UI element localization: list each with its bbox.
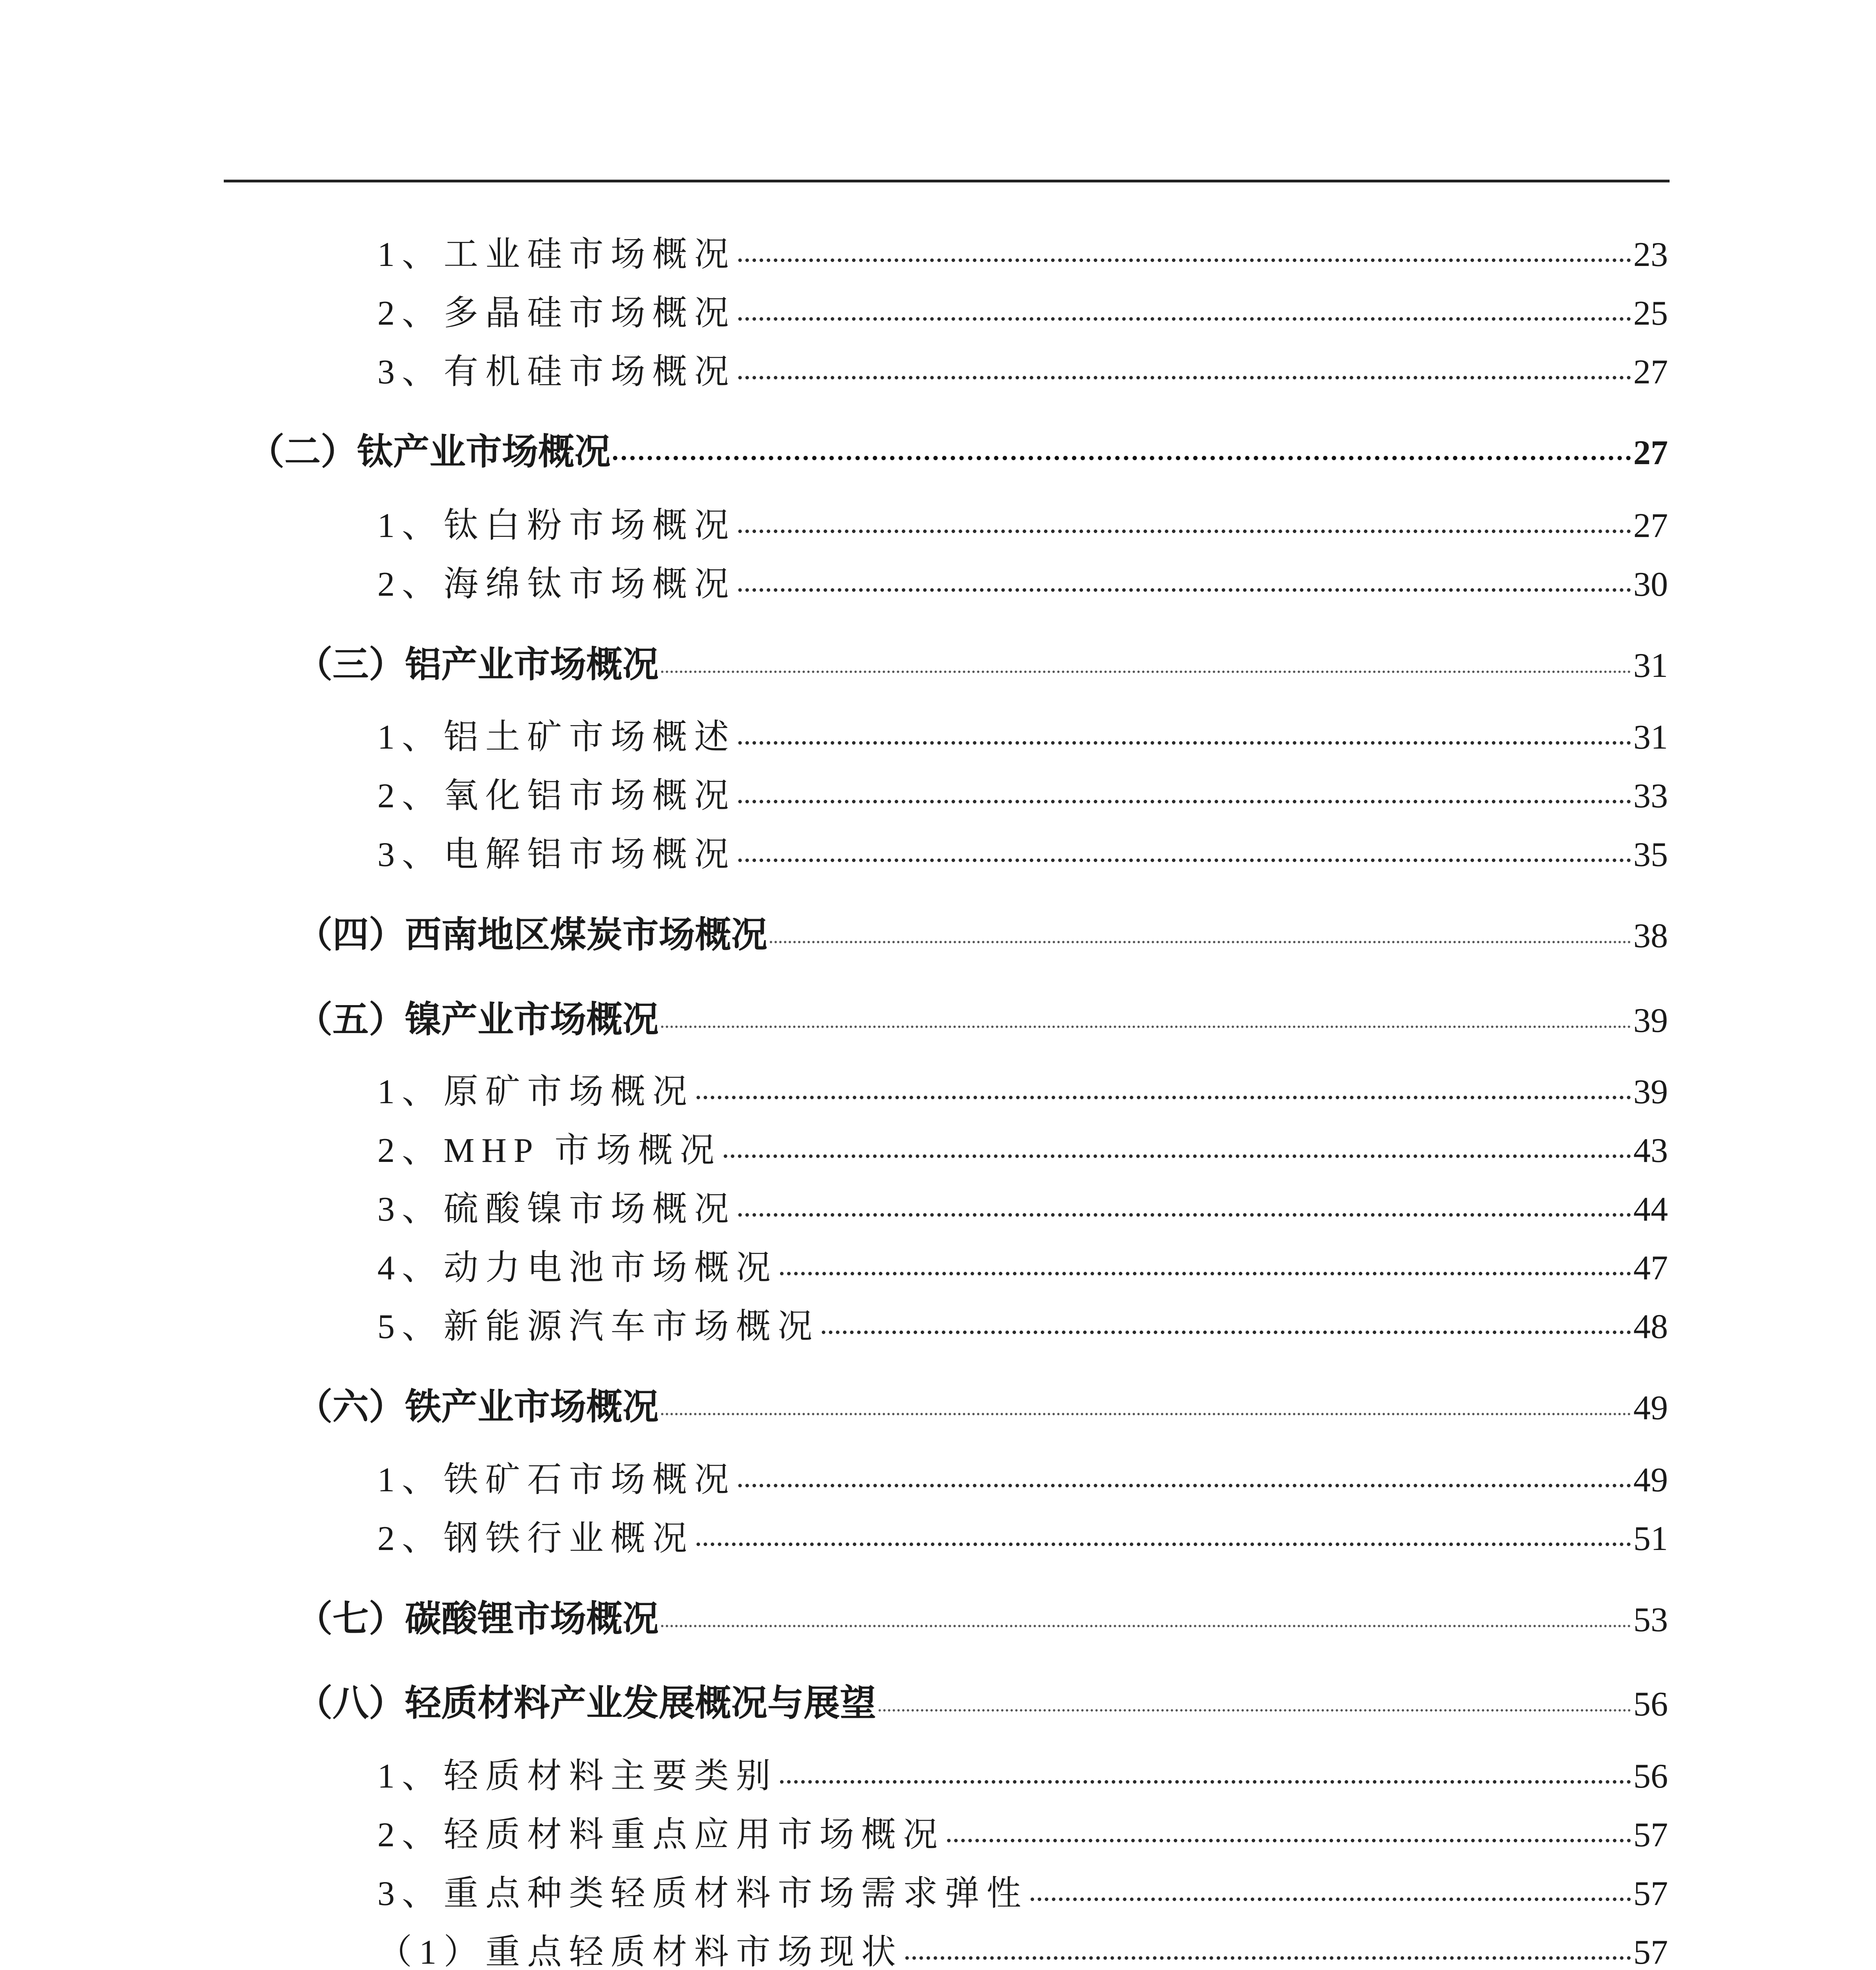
toc-section-entry[interactable] [296,991,1668,1041]
toc-entry-label: 3、有机硅市场概况 [377,353,736,391]
toc-entry-label: 4、动力电池市场概况 [377,1249,778,1287]
toc-subentry-label: （1）重点轻质材料市场现状 [377,1933,903,1970]
toc-section-entry[interactable] [296,1674,1668,1724]
toc-dot-leader [738,741,1631,745]
toc-entry-page: 23 [1633,236,1668,274]
toc-entry[interactable] [377,344,1668,391]
toc-entry[interactable] [377,1511,1668,1558]
toc-dot-leader [780,1780,1631,1784]
toc-entry-label: 2、多晶硅市场概况 [377,294,736,333]
toc-section-page: 56 [1633,1685,1668,1723]
toc-entry-page: 35 [1633,836,1668,874]
toc-dot-leader [738,317,1631,321]
toc-subentry[interactable] [377,1924,1668,1970]
toc-entry-label: 3、硫酸镍市场概况 [377,1190,736,1228]
toc-entry-page: 25 [1633,294,1668,333]
toc-entry-page: 56 [1633,1757,1668,1795]
toc-dot-leader [738,1484,1631,1487]
toc-entry[interactable] [377,285,1668,333]
toc-entry-page: 49 [1633,1461,1668,1499]
toc-entry[interactable] [377,827,1668,874]
toc-dot-leader [738,530,1631,533]
toc-dot-leader [879,1709,1631,1712]
toc-entry[interactable] [377,498,1668,545]
toc-entry-page: 47 [1633,1249,1668,1287]
toc-entry[interactable] [377,1748,1668,1795]
toc-dot-leader [738,258,1631,262]
toc-section-page: 27 [1633,434,1668,472]
toc-entry[interactable] [377,1452,1668,1499]
toc-entry-page: 57 [1633,1875,1668,1913]
toc-entry-label: 3、电解铝市场概况 [377,836,736,874]
toc-dot-leader [661,1625,1631,1627]
toc-section-entry[interactable] [296,1590,1668,1640]
toc-dot-leader [780,1272,1631,1275]
toc-section-entry[interactable] [296,906,1668,956]
toc-dot-leader [738,376,1631,379]
toc-entry-page: 57 [1633,1816,1668,1854]
toc-entry-label: 1、钛白粉市场概况 [377,507,736,545]
toc-entry-page: 33 [1633,777,1668,815]
toc-entry-label: 1、铁矿石市场概况 [377,1461,736,1499]
toc-entry-page: 27 [1633,353,1668,391]
toc-dot-leader [738,800,1631,803]
toc-section-page: 49 [1633,1389,1668,1427]
toc-entry-label: 2、氧化铝市场概况 [377,777,736,815]
toc-entry[interactable] [377,709,1668,756]
toc-dot-leader [905,1956,1631,1960]
toc-dot-leader [697,1543,1631,1546]
toc-dot-leader [738,588,1631,592]
toc-dot-leader [661,1026,1631,1028]
toc-entry-page: 48 [1633,1308,1668,1346]
toc-dot-leader [1031,1898,1631,1901]
toc-entry[interactable] [377,1240,1668,1287]
toc-entry[interactable] [377,1123,1668,1170]
toc-entry-page: 44 [1633,1190,1668,1228]
toc-section-label: （八）轻质材料产业发展概况与展望 [296,1682,877,1724]
toc-section-label: （三）铝产业市场概况 [296,643,659,686]
toc-entry-page: 27 [1633,507,1668,545]
toc-section-page: 38 [1633,917,1668,955]
toc-entry-label: 2、钢铁行业概况 [377,1520,695,1558]
toc-section-entry[interactable] [248,423,1668,473]
toc-section-page: 39 [1633,1002,1668,1040]
toc-entry-page: 39 [1633,1073,1668,1111]
toc-entry[interactable] [377,1299,1668,1346]
toc-entry[interactable] [377,768,1668,815]
toc-dot-leader [738,859,1631,862]
toc-entry-page: 30 [1633,565,1668,604]
toc-entry-label: 1、工业硅市场概况 [377,236,736,274]
toc-dot-leader [822,1331,1631,1334]
toc-subentry-page: 57 [1633,1933,1668,1970]
toc-dot-leader [661,1413,1631,1415]
toc-entry-page: 43 [1633,1132,1668,1170]
toc-section-label: （七）碳酸锂市场概况 [296,1598,659,1640]
toc-dot-leader [724,1154,1631,1158]
toc-dot-leader [770,941,1631,943]
toc-entry[interactable] [377,1064,1668,1111]
toc-entry[interactable] [377,556,1668,604]
toc-entry-label: 2、轻质材料重点应用市场概况 [377,1816,945,1854]
toc-entry-label: 1、原矿市场概况 [377,1073,695,1111]
toc-entry-label: 2、海绵钛市场概况 [377,565,736,604]
toc-section-label: （二）钛产业市场概况 [248,431,611,473]
toc-section-entry[interactable] [296,636,1668,686]
toc-entry-page: 51 [1633,1520,1668,1558]
toc-entry[interactable] [377,1181,1668,1228]
toc-section-label: （五）镍产业市场概况 [296,998,659,1041]
toc-entry-label: 1、铝土矿市场概述 [377,718,736,756]
toc-entry-label: 3、重点种类轻质材料市场需求弹性 [377,1875,1029,1913]
toc-entry-label: 5、新能源汽车市场概况 [377,1308,820,1346]
toc-entry-page: 31 [1633,718,1668,756]
toc-entry[interactable] [377,1807,1668,1854]
toc-entry-label: 2、MHP 市场概况 [377,1132,722,1170]
toc-dot-leader [613,456,1631,460]
toc-section-label: （四）西南地区煤炭市场概况 [296,914,768,956]
toc-dot-leader [738,1213,1631,1217]
toc-section-page: 53 [1633,1601,1668,1639]
toc-dot-leader [947,1839,1631,1842]
toc-entry[interactable] [377,227,1668,274]
toc-section-page: 31 [1633,647,1668,685]
toc-section-entry[interactable] [296,1378,1668,1428]
toc-entry[interactable] [377,1866,1668,1913]
toc-dot-leader [697,1096,1631,1099]
toc-dot-leader [661,671,1631,673]
toc-section-label: （六）铁产业市场概况 [296,1386,659,1428]
toc-entry-label: 1、轻质材料主要类别 [377,1757,778,1795]
